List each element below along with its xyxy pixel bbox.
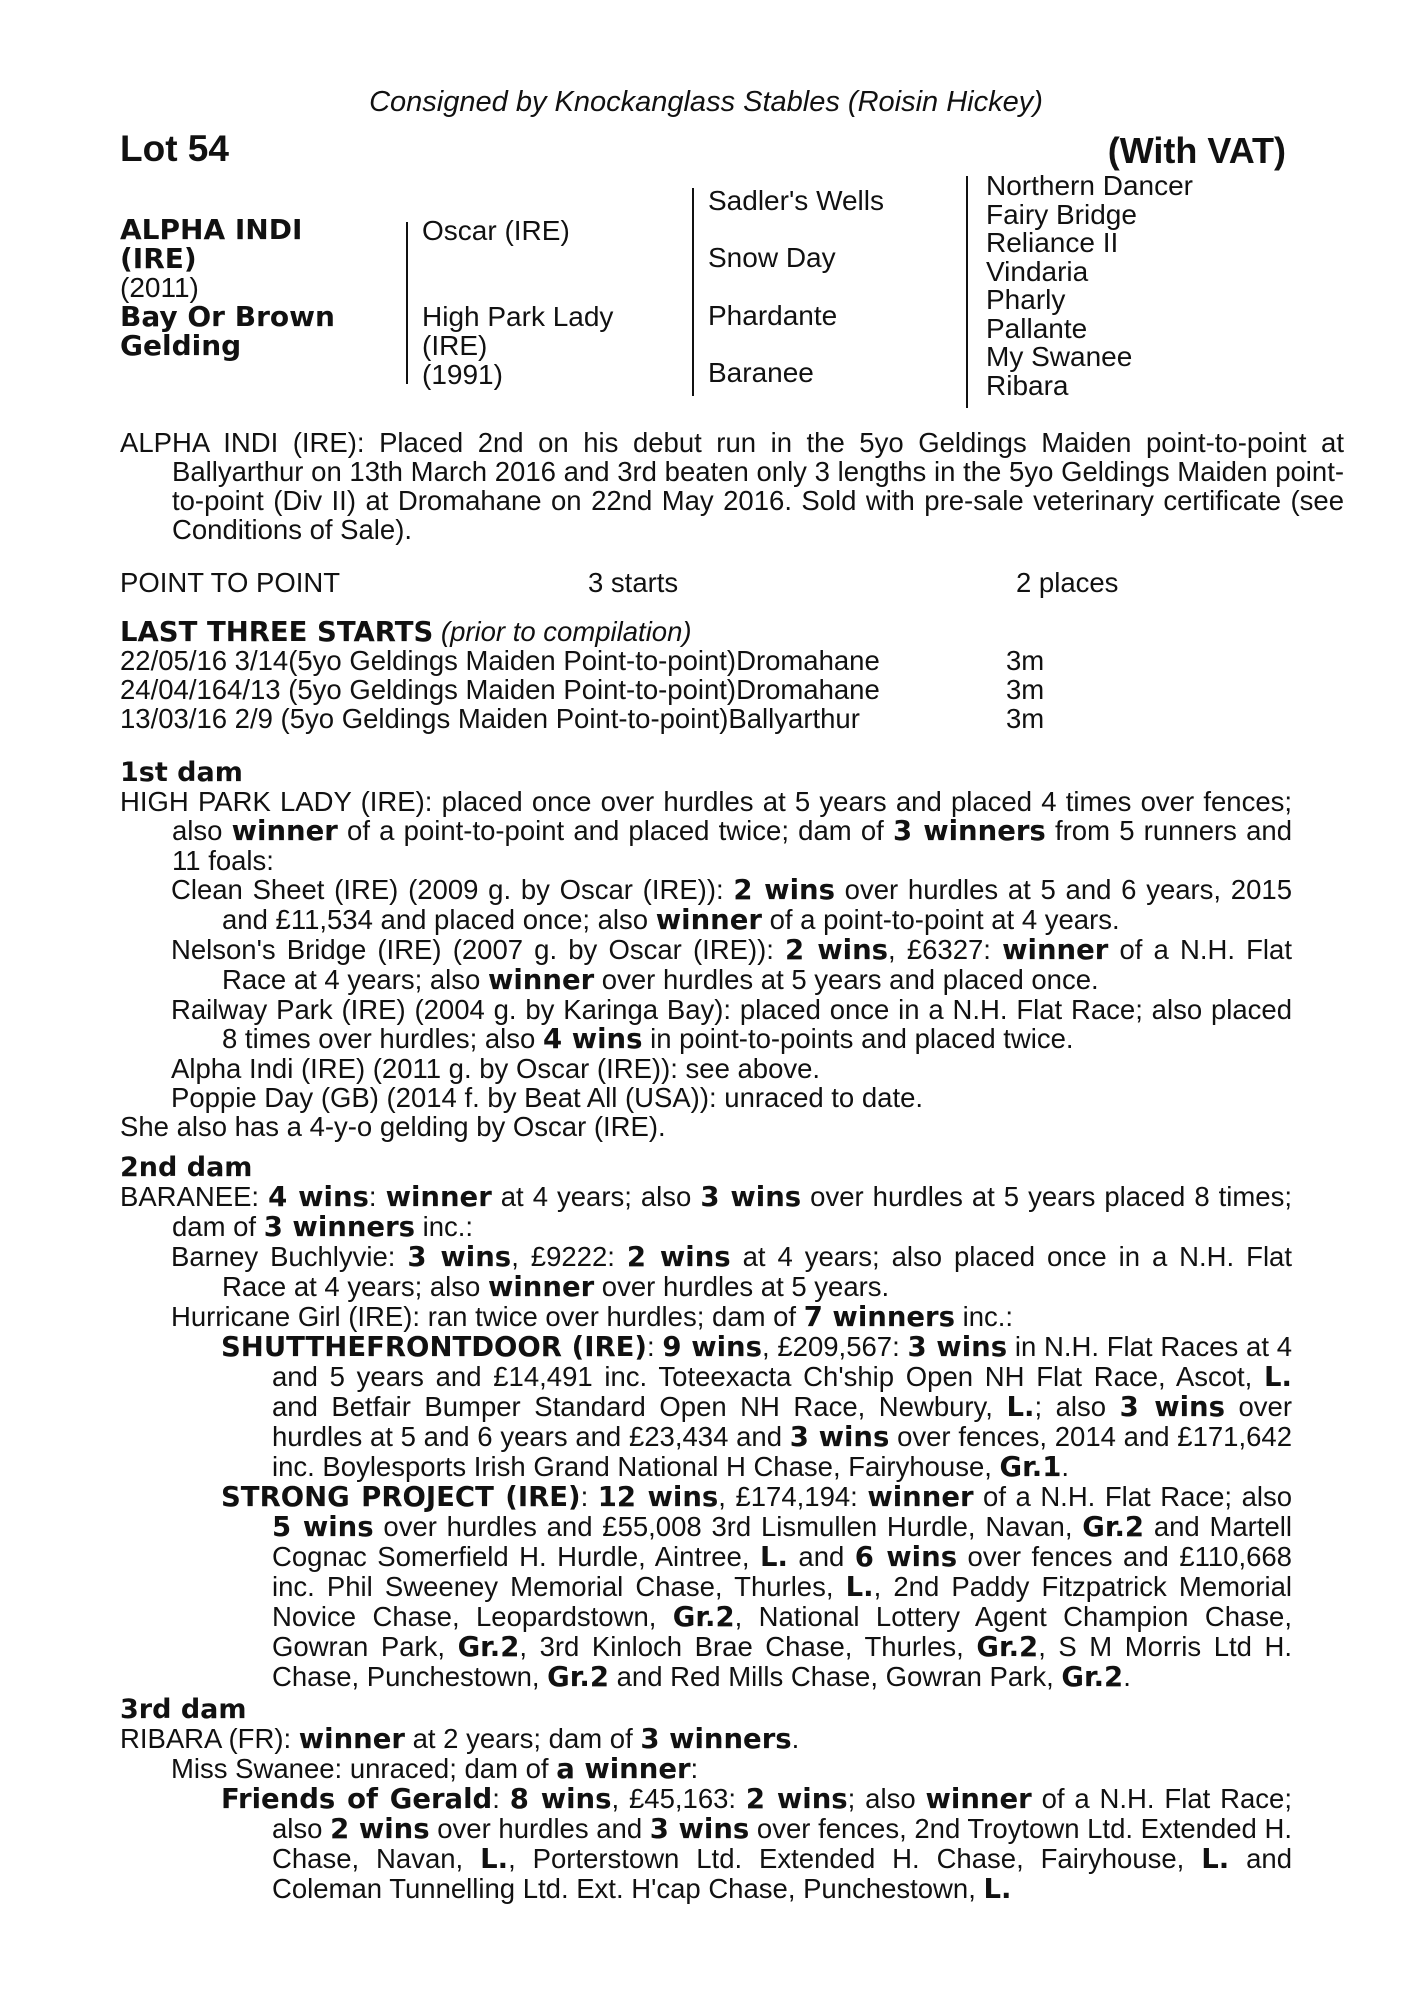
record-label: POINT TO POINT xyxy=(120,567,341,598)
start-distance: 3m xyxy=(1006,645,1045,676)
progeny-nelsons-bridge: Nelson's Bridge (IRE) (2007 g. by Oscar (IRE)): 2 wins, £6327: winner of a N.H. Flat Race at 4 years; also winner over hurdles at 5 years and placed once. xyxy=(171,934,1292,996)
last-starts-header xyxy=(120,616,692,648)
pedigree-divider-1 xyxy=(406,222,408,384)
dam-year: (1991) xyxy=(422,359,503,390)
horse-year: (2011) xyxy=(120,272,199,303)
dam-suffix: (IRE) xyxy=(422,330,488,361)
progeny-barney-buchlyvie: Barney Buchlyvie: 3 wins, £9222: 2 wins at 4 years; also placed once in a N.H. Flat Race at 4 years; also winner over hurdles at 5 years. xyxy=(171,1241,1292,1303)
second-dam-section xyxy=(120,1182,1292,1692)
vat-label: (With VAT) xyxy=(1107,130,1286,171)
ancestor-6: Pallante xyxy=(986,313,1088,344)
progeny-poppie-day: Poppie Day (GB) (2014 f. by Beat All (USA)): unraced to date. xyxy=(171,1082,924,1113)
first-dam-note: She also has a 4-y-o gelding by Oscar (IRE). xyxy=(120,1111,666,1142)
ancestor-3: Reliance II xyxy=(986,227,1119,258)
third-dam-heading: 3rd dam xyxy=(120,1694,247,1725)
consignor-line: Consigned by Knockanglass Stables (Roisin Hickey) xyxy=(369,86,1043,118)
progeny-strong-project: STRONG PROJECT (IRE): 12 wins, £174,194: winner of a N.H. Flat Race; also 5 wins over hurdles and £55,008 3rd Lismullen Hurdle, Navan, Gr.2 and Martell Cognac Somerfield H. Hurdle, Aintree, L. and 6 wins over fences and £110,668 inc. Phil Sweeney Memorial Chase, Thurles, L., 2nd Paddy Fitzpatrick Memorial Novice Chase, Leopardstown, Gr.2, National Lottery Agent Champion Chase, Gowran Park, Gr.2, 3rd Kinloch Brae Chase, Thurles, Gr.2, S M Morris Ltd H. Chase, Punchestown, Gr.2 and Red Mills Chase, Gowran Park, Gr.2. xyxy=(221,1481,1293,1693)
last-starts-note: (prior to compilation) xyxy=(440,616,692,647)
progeny-clean-sheet: Clean Sheet (IRE) (2009 g. by Oscar (IRE)): 2 wins over hurdles at 5 and 6 years, 2015 and £11,534 and placed once; also winner of a point-to-point at 4 years. xyxy=(171,874,1292,936)
lot-number: Lot 54 xyxy=(120,128,229,169)
third-dam-section xyxy=(120,1724,1292,1904)
horse-description: Bay Or Brown xyxy=(120,300,335,333)
ancestor-2: Fairy Bridge xyxy=(986,199,1137,230)
progeny-alpha-indi: Alpha Indi (IRE) (2011 g. by Oscar (IRE)): see above. xyxy=(171,1053,821,1084)
sire: Oscar (IRE) xyxy=(422,215,570,246)
sire-sire: Sadler's Wells xyxy=(708,185,884,216)
second-dam-heading: 2nd dam xyxy=(120,1152,253,1183)
pedigree-divider-3 xyxy=(966,176,968,408)
first-dam-main: HIGH PARK LADY (IRE): placed once over hurdles at 5 years and placed 4 times over fences; also winner of a point-to-point and placed twice; dam of 3 winners from 5 runners and 11 foals: xyxy=(120,786,1293,876)
progeny-hurricane-girl: Hurricane Girl (IRE): ran twice over hurdles; dam of 7 winners inc.: xyxy=(171,1301,1014,1333)
sire-dam: Snow Day xyxy=(708,242,836,273)
ancestor-8: Ribara xyxy=(986,370,1069,401)
start-row: 22/05/16 3/14(5yo Geldings Maiden Point-to-point)Dromahane xyxy=(120,645,880,676)
ancestor-5: Pharly xyxy=(986,284,1066,315)
dam-dam: Baranee xyxy=(708,357,814,388)
ancestor-1: Northern Dancer xyxy=(986,170,1193,201)
dam: High Park Lady xyxy=(422,301,614,332)
first-dam-section xyxy=(120,787,1292,1141)
start-distance: 3m xyxy=(1006,703,1045,734)
progeny-miss-swanee: Miss Swanee: unraced; dam of a winner: xyxy=(171,1753,699,1785)
progeny-railway-park: Railway Park (IRE) (2004 g. by Karinga Bay): placed once in a N.H. Flat Race; also placed 8 times over hurdles; also 4 wins in point-to-points and placed twice. xyxy=(171,994,1292,1055)
horse-name: ALPHA INDI xyxy=(120,213,303,246)
dam-sire: Phardante xyxy=(708,300,838,331)
record-starts: 3 starts xyxy=(588,567,679,598)
third-dam-main: RIBARA (FR): winner at 2 years; dam of 3 winners. xyxy=(120,1723,800,1755)
pedigree-divider-2 xyxy=(692,188,694,396)
second-dam-main: BARANEE: 4 wins: winner at 4 years; also 3 wins over hurdles at 5 years placed 8 times; dam of 3 winners inc.: xyxy=(120,1181,1292,1243)
first-dam-heading: 1st dam xyxy=(120,757,243,788)
start-row: 24/04/164/13 (5yo Geldings Maiden Point-to-point)Dromahane xyxy=(120,674,880,705)
horse-sex: Gelding xyxy=(120,329,242,362)
progeny-shutthefrontdoor: SHUTTHEFRONTDOOR (IRE): 9 wins, £209,567: 3 wins in N.H. Flat Races at 4 and 5 years and £14,491 inc. Toteexacta Ch'ship Open NH Flat Race, Ascot, L. and Betfair Bumper Standard Open NH Race, Newbury, L.; also 3 wins over hurdles at 5 and 6 years and £23,434 and 3 wins over fences, 2014 and £171,642 inc. Boylesports Irish Grand National H Chase, Fairyhouse, Gr.1. xyxy=(221,1331,1293,1483)
record-places: 2 places xyxy=(1016,567,1119,598)
summary-paragraph: ALPHA INDI (IRE): Placed 2nd on his debut run in the 5yo Geldings Maiden point-to-point at Ballyarthur on 13th March 2016 and 3rd beaten only 3 lengths in the 5yo Geldings Maiden point-to-point (Div II) at Dromahane on 22nd May 2016. Sold with pre-sale veterinary certificate (see Conditions of Sale). xyxy=(120,427,1344,545)
progeny-friends-of-gerald: Friends of Gerald: 8 wins, £45,163: 2 wins; also winner of a N.H. Flat Race; also 2 wins over hurdles and 3 wins over fences, 2nd Troytown Ltd. Extended H. Chase, Navan, L., Porterstown Ltd. Extended H. Chase, Fairyhouse, L. and Coleman Tunnelling Ltd. Ext. H'cap Chase, Punchestown, L. xyxy=(221,1783,1292,1905)
start-row: 13/03/16 2/9 (5yo Geldings Maiden Point-to-point)Ballyarthur xyxy=(120,703,860,734)
ancestor-4: Vindaria xyxy=(986,256,1089,287)
start-distance: 3m xyxy=(1006,674,1045,705)
last-starts-heading: LAST THREE STARTS xyxy=(120,616,434,648)
ancestor-7: My Swanee xyxy=(986,341,1133,372)
horse-name-suffix: (IRE) xyxy=(120,242,197,275)
